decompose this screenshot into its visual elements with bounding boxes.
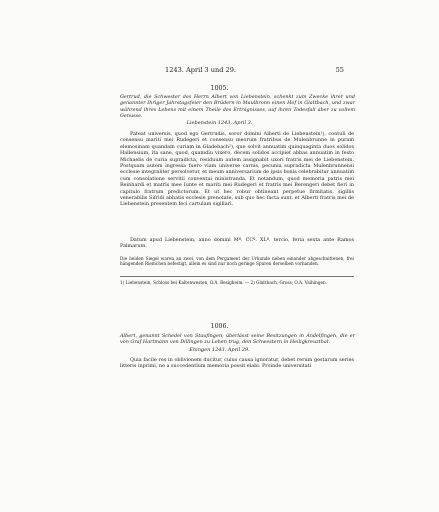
footnote-divider <box>120 276 354 277</box>
footnote: 1) Liebenstein, Schloss bei Kaltenwesten, O.A. Besigheim. — 2) Glattbach, Gross; O.A. Vaihingen. <box>120 280 328 285</box>
document-datum: Datum apud Liebenstein, anno domini Mº. CCº. XLº. tercio, feria sexta ante Ramos Palmarum. <box>120 237 354 250</box>
page-number: 55 <box>335 66 344 74</box>
document-number: 1006. <box>210 323 229 330</box>
header-date: 1243. April 3 und 29. <box>165 66 237 74</box>
seal-note: Die beiden Siegel waren an zwei, von dem Pergament der Urkunde neben einander abgeschnittenen, frei hängenden Riemchen befestigt, allein es sind nur noch geringe Spuren derselben vorhanden. <box>120 256 354 267</box>
document-regest: Gertrud, die Schwester des Herrn Albert von Liebenstein, schenkt zum Zwecke ihrer und genannter Ihriger Jahrstagsfeier den Brüdern in Maulbronn einen Hof in Glattbach, und zwar während ihres Lebens mit einem Theile des Erträgnisses, auf ihren Todesfall aber zu vollem Genusse. <box>120 94 355 120</box>
place-date: Ehingen 1243. April 29. <box>189 347 250 353</box>
document-text: Pateat universis, quod ego Gertrudis, soror domini Alberti de Liebenstein¹), contuli de consensu mariti mei Rudegeri et consensu meorum fratribus de Mulenbrunne in puram elemosinam quandam curiam in Gladebach²), que solvit annuatim quinquaginta duos solidos Hallensium, ita sane, quod, quamdiu vixero, decem solidos accipiet abbas annuatim in festo Michaelis de curia supradicta, residuum autem assignabit uxori fratris mei de Liebenstein. Postquam autem ingressa fuero viam universe carnis, pecunia supradicta Mulenbrunnensi ecclesie integraliter persolvetur, et meum anniversarium de ipsis bonis celebrabitur annuatim cum consolatione servitii conventui ministranda. Et notandum, quod memoria patris mei Reinhardi et matris mee Iunte et mariti mei Rudegeri et fratris mei Berengeri debet fieri in capitulo fratrum predictorum. Et ut hec robur obtineant perpetue firmitatis, sigillis venerabilis Sifridi abbatis ecclesie prenotate, sub quo hec facta sunt, et Alberti fratris mei de Liebenstein presentem feci cartulam sigillari. <box>120 131 354 208</box>
document-regest: Albert, genannt Schedel von Staufingen, überlässt seine Besitzungen in Andelfingen, die er von Graf Hartmann von Dillingen zu Lehen trug, den Schwestern in Heiligkreuzthal. <box>120 333 355 346</box>
document-number: 1005. <box>210 85 229 92</box>
document-text: Quia facile res in oblivionem ducitur, cuius causa ignoratur, debet rerum gestarum series litteris inprimi, ne a succedentium memoria possit elabi. Proinde universitati <box>120 357 354 370</box>
place-date: Liebenstein 1243. April 3. <box>186 120 253 126</box>
